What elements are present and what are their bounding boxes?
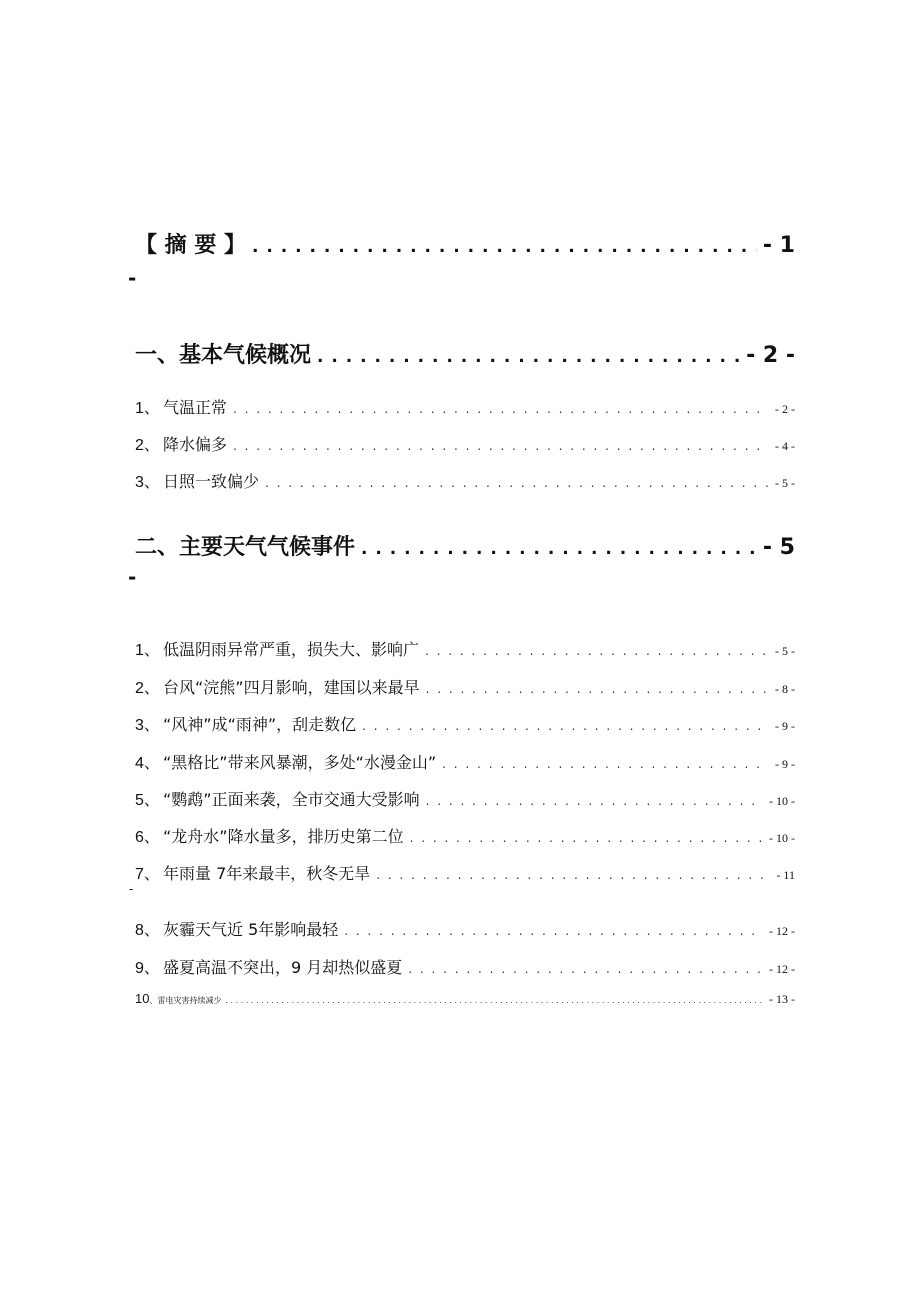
toc-number: 3、: [135, 717, 160, 734]
toc-leader: [376, 868, 770, 882]
toc-page-abstract: - 1: [762, 233, 795, 258]
toc-number: 3、: [135, 474, 160, 491]
toc-leader: [233, 439, 769, 453]
toc-entry-1-2[interactable]: [135, 432, 795, 455]
toc-number: 2、: [135, 680, 160, 697]
toc-number: 7、: [135, 866, 160, 883]
toc-entry-2-8[interactable]: [135, 917, 795, 940]
toc-number: 2、: [135, 437, 160, 454]
toc-title: 气温正常: [163, 398, 228, 417]
toc-page: - 9 -: [775, 719, 795, 733]
toc-leader: [362, 719, 769, 733]
toc-page-continuation: -: [128, 565, 137, 589]
toc-title: 日照一致偏少: [163, 472, 260, 491]
toc-title-section-1: 一、基本气候概况: [135, 343, 312, 368]
toc-number: 5、: [135, 792, 160, 809]
toc-leader: [252, 237, 757, 257]
toc-page: - 2 -: [775, 402, 795, 416]
toc-number: 4、: [135, 755, 160, 772]
toc-entry-1-1[interactable]: [135, 395, 795, 418]
toc-title: “龙舟水”降水量多，排历史第二位: [163, 827, 404, 846]
toc-page: - 13 -: [769, 992, 795, 1006]
toc-leader: [426, 794, 763, 808]
toc-number: 9、: [135, 960, 160, 977]
toc-number: 10: [135, 991, 150, 1006]
toc-title: “风神”成“雨神”，刮走数亿: [163, 715, 357, 734]
toc-leader: [265, 476, 769, 490]
toc-page: - 5 -: [775, 476, 795, 490]
toc-entry-section-1[interactable]: [135, 338, 795, 369]
toc-entry-2-3[interactable]: [135, 712, 795, 735]
toc-entry-2-2[interactable]: [135, 675, 795, 698]
toc-title-abstract: 【 摘 要 】: [135, 233, 246, 258]
toc-leader: [361, 539, 757, 559]
toc-leader: [225, 996, 765, 1005]
toc-title: 盛夏高温不突出，9 月却热似盛夏: [163, 958, 403, 977]
toc-page-section-1: - 2 -: [746, 343, 795, 368]
toc-page: - 10 -: [769, 831, 795, 845]
toc-entry-section-2[interactable]: [135, 530, 795, 561]
toc-title: 降水偏多: [163, 435, 228, 454]
toc-title: “黑格比”带来风暴潮，多处“水漫金山”: [163, 753, 437, 772]
toc-page-continuation: -: [128, 266, 137, 290]
toc-leader: [317, 347, 740, 367]
toc-entry-2-5[interactable]: [135, 787, 795, 810]
toc-page-continuation: -: [129, 882, 134, 896]
toc-entry-abstract[interactable]: [135, 228, 795, 259]
toc-page: - 11: [776, 868, 795, 882]
toc-entry-2-10[interactable]: [135, 991, 795, 1007]
toc-page: - 8 -: [775, 682, 795, 696]
toc-leader: [410, 831, 763, 845]
toc-leader: [442, 757, 769, 771]
toc-title: 年雨量 7年来最丰，秋冬无旱: [163, 864, 371, 883]
toc-page: - 5 -: [775, 644, 795, 658]
toc-leader: [344, 924, 763, 938]
toc-title: 台风“浣熊”四月影响，建国以来最早: [163, 678, 420, 697]
toc-page: - 9 -: [775, 757, 795, 771]
toc-title: “鹦鹉”正面来袭，全市交通大受影响: [163, 790, 420, 809]
toc-page: - 10 -: [769, 794, 795, 808]
toc-title: 低温阴雨异常严重，损失大、影响广: [163, 640, 420, 659]
toc-page-section-2: - 5: [762, 535, 795, 560]
toc-leader: [408, 962, 763, 976]
toc-title: 灰霾天气近 5年影响最轻: [163, 920, 339, 939]
toc-entry-2-7[interactable]: [135, 861, 795, 884]
toc-leader: [425, 644, 769, 658]
toc-number: 1、: [135, 400, 160, 417]
toc-title: 、雷电灾害持续减少: [149, 996, 222, 1005]
toc-entry-2-6[interactable]: [135, 824, 795, 847]
toc-title-section-2: 二、主要天气气候事件: [135, 535, 356, 560]
toc-page: - 12 -: [769, 962, 795, 976]
toc-number: 8、: [135, 922, 160, 939]
toc-leader: [233, 402, 769, 416]
toc-entry-2-1[interactable]: [135, 637, 795, 660]
toc-page: - 12 -: [769, 924, 795, 938]
toc-number: 6、: [135, 829, 160, 846]
toc-entry-2-4[interactable]: [135, 750, 795, 773]
toc-number: 1、: [135, 642, 160, 659]
toc-leader: [426, 682, 769, 696]
toc-entry-2-9[interactable]: [135, 955, 795, 978]
toc-page: - 4 -: [775, 439, 795, 453]
toc-entry-1-3[interactable]: [135, 469, 795, 492]
